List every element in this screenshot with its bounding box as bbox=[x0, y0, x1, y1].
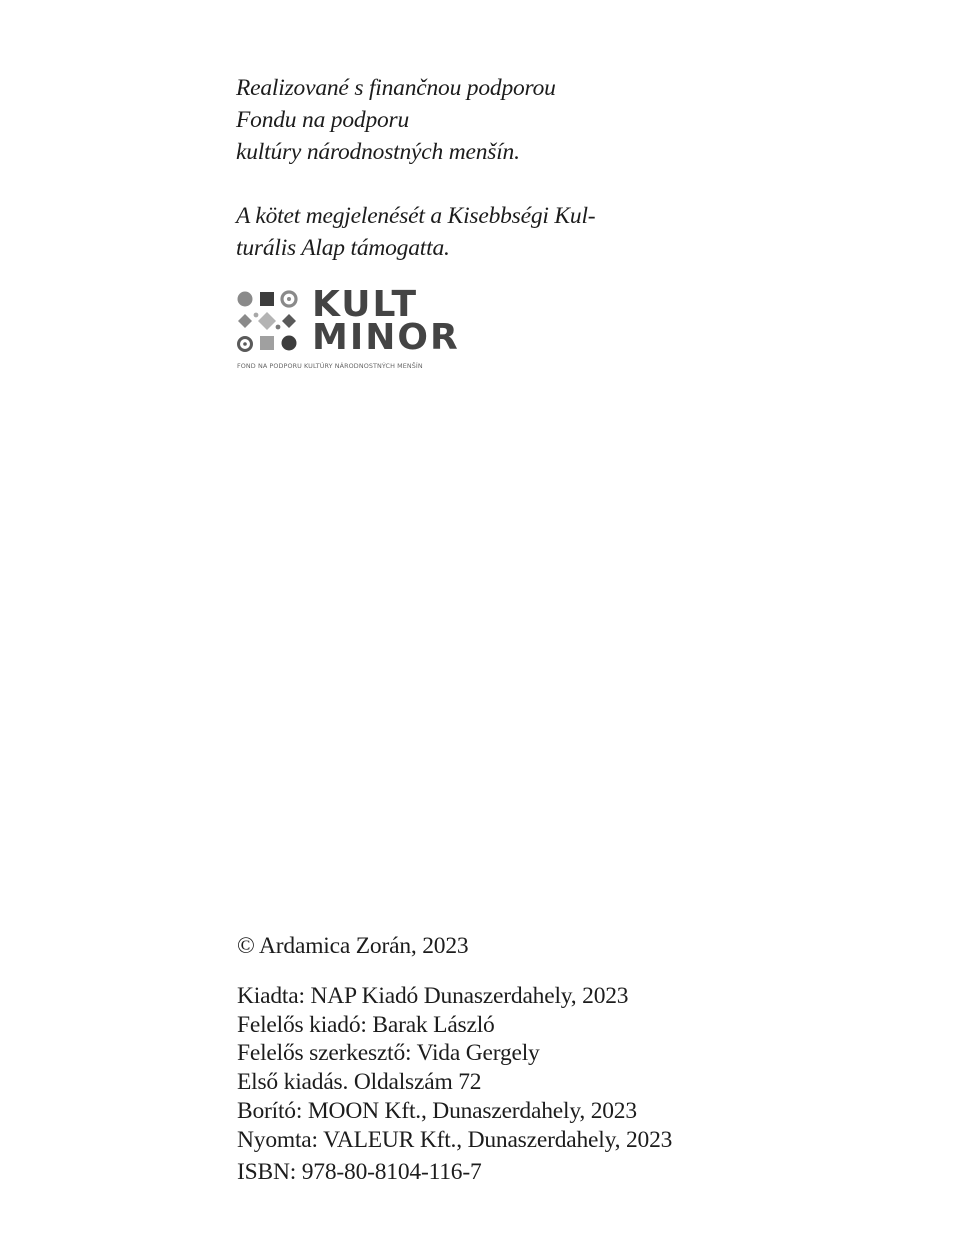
funding-slovak-line-1: Realizované s finančnou podporou bbox=[236, 75, 556, 101]
funding-slovak-line-2: Fondu na podporu bbox=[236, 107, 410, 133]
wordmark-line-1: KULT bbox=[312, 284, 419, 325]
funding-hungarian-line-1: A kötet megjelenését a Kisebbségi Kul- bbox=[236, 203, 596, 229]
copyright-line: © Ardamica Zorán, 2023 bbox=[237, 933, 469, 959]
imprint-line-responsible-publisher: Felelős kiadó: Barak László bbox=[237, 1011, 495, 1038]
funding-slovak-line-3: kultúry národnostných menšín. bbox=[236, 139, 520, 165]
funding-hungarian-line-2: turális Alap támogatta. bbox=[236, 235, 450, 261]
imprint-line-edition: Első kiadás. Oldalszám 72 bbox=[237, 1069, 482, 1096]
imprint-line-printer: Nyomta: VALEUR Kft., Dunaszerdahely, 2023 bbox=[237, 1126, 673, 1153]
paragraph-spacer bbox=[236, 168, 656, 200]
kult-minor-wordmark bbox=[312, 284, 460, 358]
kult-minor-logo bbox=[236, 284, 466, 378]
isbn-line: ISBN: 978-80-8104-116-7 bbox=[237, 1158, 482, 1185]
imprint-block bbox=[237, 932, 797, 1186]
logo-tagline: FOND NA PODPORU KULTÚRY NÁRODNOSTNÝCH MENŠÍN bbox=[237, 362, 423, 370]
imprint-line-publisher: Kiadta: NAP Kiadó Dunaszerdahely, 2023 bbox=[237, 982, 629, 1009]
kult-minor-logo-icon bbox=[236, 290, 300, 354]
imprint-line-cover: Borító: MOON Kft., Dunaszerdahely, 2023 bbox=[237, 1097, 637, 1124]
imprint-line-responsible-editor: Felelős szerkesztő: Vida Gergely bbox=[237, 1040, 540, 1067]
wordmark-line-2: MINOR bbox=[312, 317, 460, 358]
funding-notice bbox=[236, 72, 656, 264]
